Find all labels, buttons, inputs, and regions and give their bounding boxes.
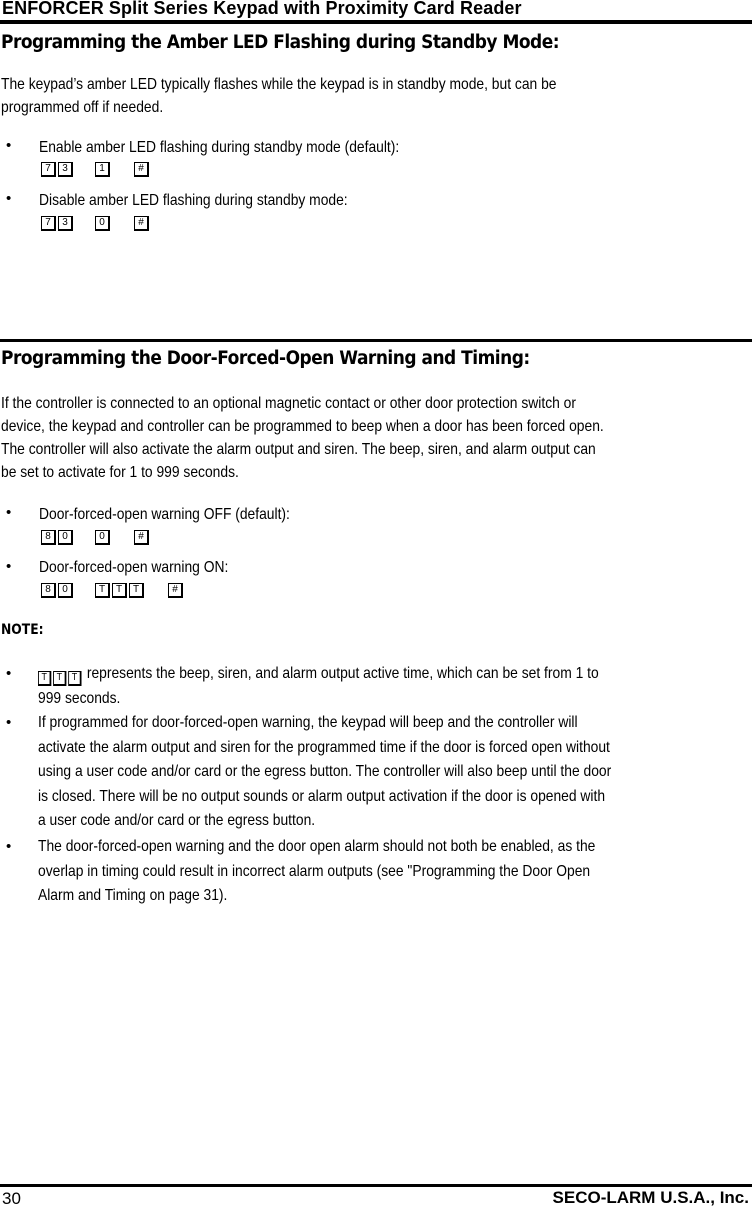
note-forced-open-behavior: [38, 711, 744, 834]
keypad-key: #: [134, 216, 149, 231]
keypad-key: 1: [95, 162, 110, 177]
bullet-dot: •: [6, 558, 12, 575]
keypad-key: 7: [41, 216, 56, 231]
key-sequence-ttt: [38, 671, 83, 686]
bullet-warning-on: Door-forced-open warning ON:: [39, 559, 229, 576]
keypad-key: 8: [41, 583, 56, 598]
note-line-text: represents the beep, siren, and alarm output active time, which can be set from 1 to: [86, 665, 599, 682]
note-overlap-warning: [38, 835, 744, 909]
section-title-door-forced-open: Programming the Door-Forced-Open Warning and Timing:: [1, 348, 530, 369]
keypad-key: 0: [95, 530, 110, 545]
intro-line: be set to activate for 1 to 999 seconds.: [1, 464, 239, 481]
keypad-key: 3: [58, 162, 73, 177]
header-rule: [0, 20, 752, 24]
key-sequence-disable-amber-led: [41, 216, 151, 231]
footer-rule: [0, 1184, 752, 1187]
note-line: [38, 662, 744, 687]
note-line: overlap in timing could result in incorrect alarm outputs (see "Programming the Door Open: [38, 862, 591, 880]
keypad-key: T: [38, 671, 51, 686]
section-amber-led-intro: [1, 73, 711, 119]
bullet-dot: •: [6, 190, 12, 207]
section-door-forced-open-intro: [1, 392, 711, 484]
intro-line: device, the keypad and controller can be programmed to beep when a door has been forced open.: [1, 418, 604, 435]
keypad-key: T: [112, 583, 127, 598]
key-sequence-enable-amber-led: [41, 162, 151, 177]
keypad-key: #: [134, 162, 149, 177]
keypad-key: 0: [95, 216, 110, 231]
note-line: 999 seconds.: [38, 689, 121, 707]
keypad-key: #: [134, 530, 149, 545]
intro-line: programmed off if needed.: [1, 99, 164, 116]
footer-company-name: SECO-LARM U.S.A., Inc.: [552, 1188, 749, 1207]
keypad-key: 0: [58, 530, 73, 545]
note-line: Alarm and Timing on page 31).: [38, 887, 228, 904]
note-line: using a user code and/or card or the egress button. The controller will also beep until the door: [38, 763, 612, 780]
keypad-key: 8: [41, 530, 56, 545]
bullet-dot: •: [6, 838, 12, 855]
keypad-key: T: [68, 671, 81, 686]
keypad-key: T: [95, 583, 110, 598]
bullet-enable-amber-led: Enable amber LED flashing during standby mode (default):: [39, 139, 400, 156]
keypad-key: T: [129, 583, 144, 598]
keypad-key: 7: [41, 162, 56, 177]
bullet-dot: •: [6, 504, 12, 521]
keypad-key: T: [53, 671, 66, 686]
bullet-dot: •: [6, 714, 12, 731]
bullet-dot: •: [6, 665, 12, 682]
document-header-title: ENFORCER Split Series Keypad with Proximity Card Reader: [2, 0, 522, 18]
key-sequence-warning-off: [41, 530, 151, 545]
intro-line: The keypad’s amber LED typically flashes while the keypad is in standby mode, but can be: [1, 76, 557, 93]
note-line: activate the alarm output and siren for the programmed time if the door is forced open without: [38, 738, 610, 756]
note-line: is closed. There will be no output sounds or alarm output activation if the door is opened with: [38, 787, 606, 805]
keypad-key: #: [168, 583, 183, 598]
keypad-key: 0: [58, 583, 73, 598]
note-line: If programmed for door-forced-open warning, the keypad will beep and the controller will: [38, 714, 578, 731]
note-line: The door-forced-open warning and the door open alarm should not both be enabled, as the: [38, 838, 596, 855]
bullet-dot: •: [6, 137, 12, 154]
section-divider: [0, 339, 752, 342]
note-line: a user code and/or card or the egress button.: [38, 812, 316, 829]
bullet-disable-amber-led: Disable amber LED flashing during standby mode:: [39, 192, 348, 209]
bullet-warning-off: Door-forced-open warning OFF (default):: [39, 506, 290, 523]
note-label: NOTE:: [1, 622, 44, 638]
key-sequence-warning-on: [41, 583, 185, 598]
section-title-amber-led: Programming the Amber LED Flashing during Standby Mode:: [1, 32, 560, 53]
page-number: 30: [2, 1189, 21, 1208]
keypad-key: 3: [58, 216, 73, 231]
note-active-time: [38, 662, 744, 711]
intro-line: If the controller is connected to an optional magnetic contact or other door protection switch or: [1, 395, 576, 412]
intro-line: The controller will also activate the alarm output and siren. The beep, siren, and alarm output can: [1, 441, 596, 458]
